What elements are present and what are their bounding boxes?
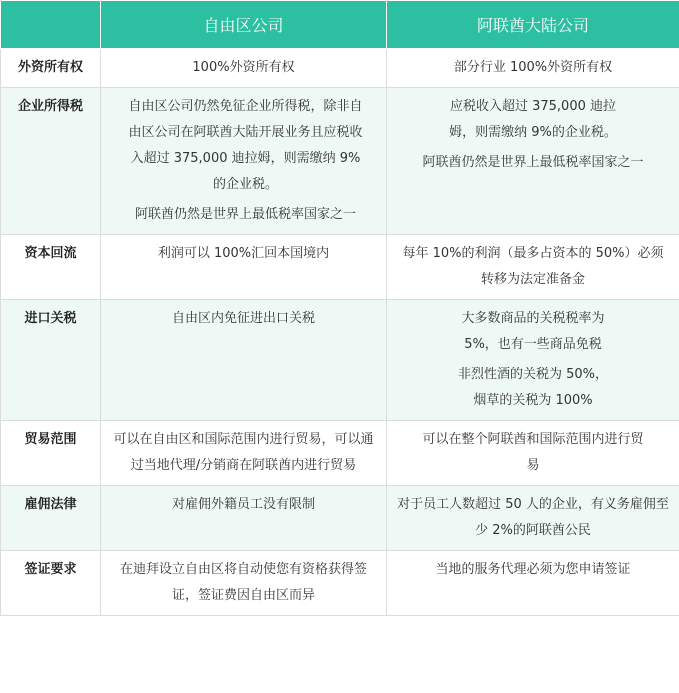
cell-text: 自由区公司仍然免征企业所得税，除非自由区公司在阿联酋大陆开展业务且应税收入超过 375,000 迪拉姆，则需缴纳 9%的企业税。: [128, 99, 363, 192]
cell-text: 每年 10%的利润（最多占资本的 50%）必须转移为法定准备金: [402, 246, 664, 287]
cell-text: 可以在整个阿联酋和国际范围内进行贸易: [422, 432, 644, 473]
row-label: 进口关税: [1, 300, 101, 421]
cell-text: 大多数商品的关税税率为 5%，也有一些商品免税: [461, 311, 605, 352]
mainland-cell: [387, 235, 679, 300]
cell-text: 部分行业 100%外资所有权: [453, 60, 613, 75]
table-row-import-duties: [1, 300, 679, 421]
mainland-cell: [387, 421, 679, 486]
row-label: 签证要求: [1, 551, 101, 616]
cell-text: 自由区内免征进出口关税: [171, 311, 315, 326]
cell-text: 对于员工人数超过 50 人的企业，有义务雇佣至少 2%的阿联酋公民: [397, 497, 669, 538]
cell-text: 阿联酋仍然是世界上最低税率国家之一: [134, 207, 356, 222]
mainland-cell: [387, 551, 679, 616]
header-row: [1, 1, 679, 49]
header-free-zone: 自由区公司: [101, 1, 387, 49]
mainland-cell: [387, 300, 679, 421]
mainland-cell: [387, 49, 679, 88]
header-mainland: 阿联酋大陆公司: [387, 1, 679, 49]
cell-text: 应税收入超过 375,000 迪拉姆，则需缴纳 9%的企业税。: [449, 99, 617, 140]
cell-text: 当地的服务代理必须为您申请签证: [435, 562, 631, 577]
free-zone-cell: [101, 88, 387, 235]
free-zone-cell: [101, 49, 387, 88]
row-label: 资本回流: [1, 235, 101, 300]
free-zone-cell: [101, 486, 387, 551]
cell-text: 阿联酋仍然是世界上最低税率国家之一: [422, 155, 644, 170]
row-label: 贸易范围: [1, 421, 101, 486]
cell-text: 在迪拜设立自由区将自动使您有资格获得签证，签证费因自由区而异: [119, 562, 367, 603]
table-row-capital-repatriation: [1, 235, 679, 300]
cell-text: 利润可以 100%汇回本国境内: [157, 246, 330, 261]
free-zone-cell: [101, 421, 387, 486]
mainland-cell: [387, 88, 679, 235]
cell-text: 100%外资所有权: [192, 60, 295, 75]
free-zone-cell: [101, 235, 387, 300]
table-row-trade-scope: [1, 421, 679, 486]
table-row-visa-requirements: [1, 551, 679, 616]
cell-text: 非烈性酒的关税为 50%，烟草的关税为 100%: [457, 367, 609, 408]
row-label: 雇佣法律: [1, 486, 101, 551]
table-row-employment-law: [1, 486, 679, 551]
cell-text: 可以在自由区和国际范围内进行贸易，可以通过当地代理/分销商在阿联酋内进行贸易: [113, 432, 374, 473]
cell-text: 对雇佣外籍员工没有限制: [171, 497, 315, 512]
free-zone-cell: [101, 551, 387, 616]
header-corner: [1, 1, 101, 49]
mainland-cell: [387, 486, 679, 551]
table-row-foreign-ownership: [1, 49, 679, 88]
row-label: 企业所得税: [1, 88, 101, 235]
row-label: 外资所有权: [1, 49, 101, 88]
free-zone-cell: [101, 300, 387, 421]
table-row-corporate-tax: [1, 88, 679, 235]
